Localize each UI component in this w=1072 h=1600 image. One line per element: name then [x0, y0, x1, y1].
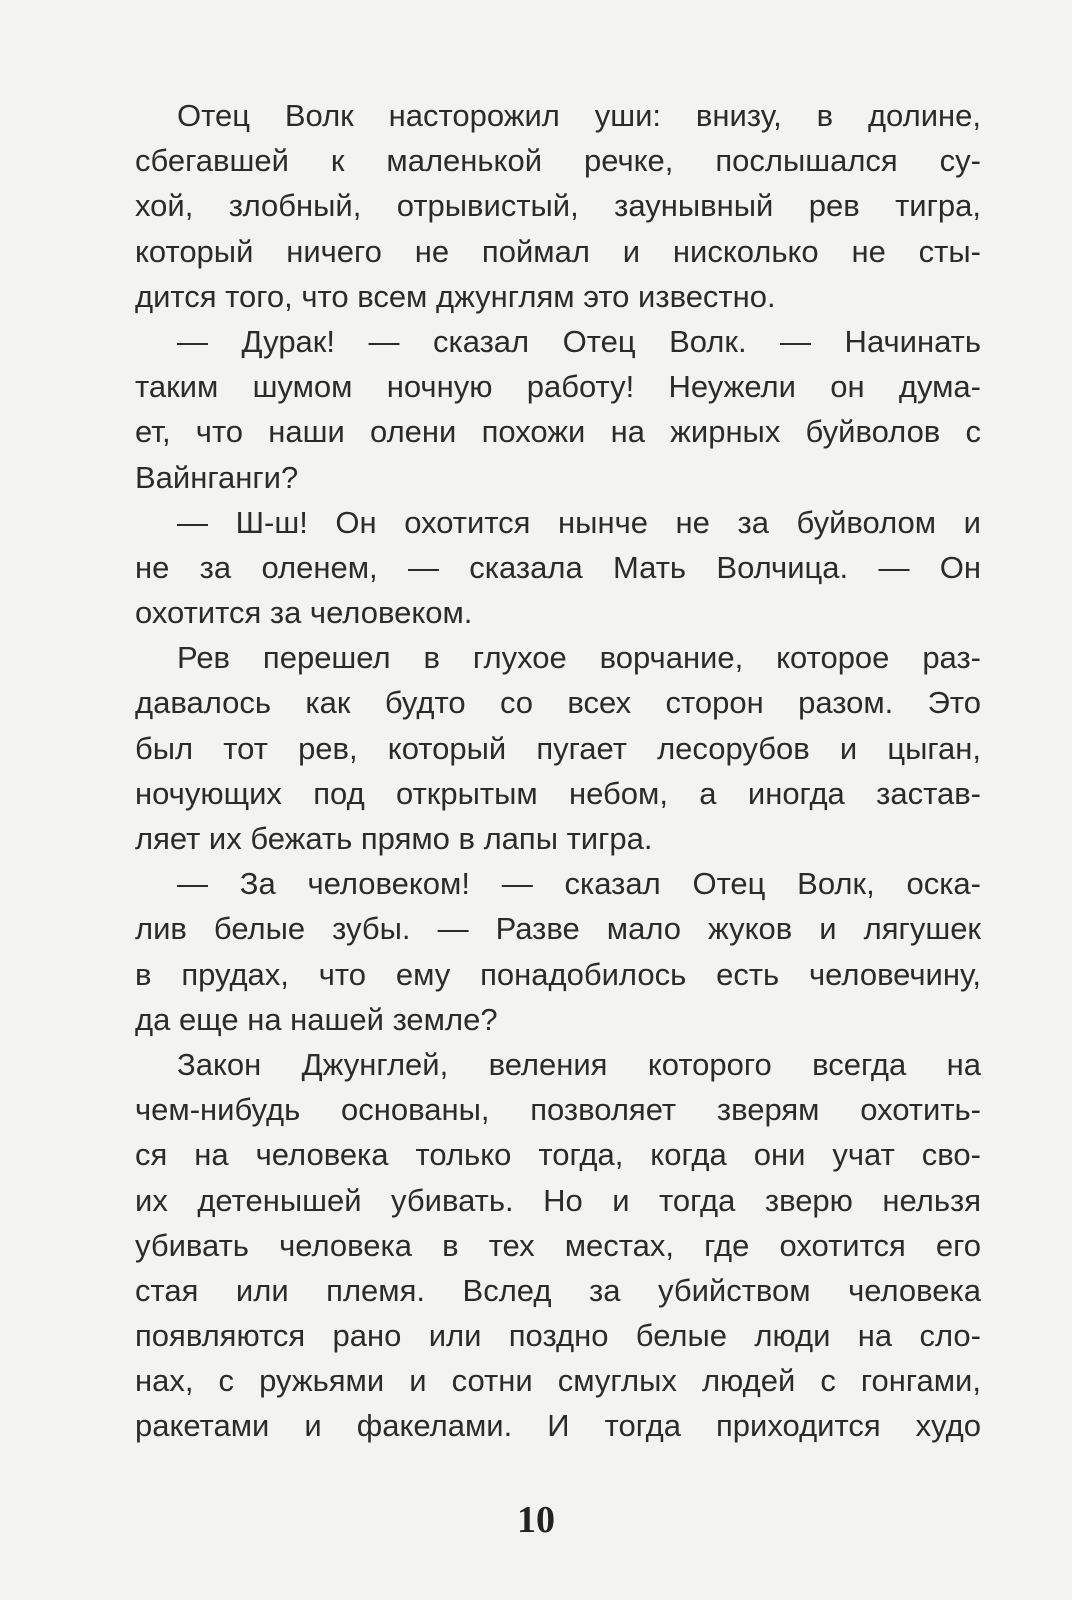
page-number: 10: [517, 1499, 555, 1541]
text-line: таким шумом ночную работу! Неужели он дума-: [135, 369, 981, 405]
text-line: лив белые зубы. — Разве мало жуков и лягушек: [135, 911, 981, 947]
text-line: который ничего не поймал и нисколько не сты-: [135, 233, 981, 269]
text-line: да еще на нашей земле?: [135, 1001, 498, 1037]
text-line: — За человеком! — сказал Отец Волк, оска-: [177, 866, 981, 902]
text-line: нах, с ружьями и сотни смуглых людей с гонгами,: [135, 1363, 981, 1399]
paragraph: [135, 635, 981, 861]
paragraph: [135, 861, 981, 1042]
text-line: ет, что наши олени похожи на жирных буйволов с: [135, 414, 981, 450]
text-line: убивать человека в тех местах, где охотится его: [135, 1227, 981, 1263]
paragraph: [135, 93, 981, 319]
text-line: сбегавшей к маленькой речке, послышался су-: [135, 143, 981, 179]
text-line: в прудах, что ему понадобилось есть человечину,: [135, 956, 981, 992]
text-line: их детенышей убивать. Но и тогда зверю нельзя: [135, 1182, 981, 1218]
paragraph: [135, 1042, 981, 1449]
text-line: давалось как будто со всех сторон разом. Это: [135, 685, 981, 721]
text-line: чем-нибудь основаны, позволяет зверям охотить-: [135, 1092, 981, 1128]
text-line: не за оленем, — сказала Мать Волчица. — Он: [135, 549, 981, 585]
text-line: Рев перешел в глухое ворчание, которое раз-: [177, 640, 981, 676]
text-line: стая или племя. Вслед за убийством человека: [135, 1272, 981, 1308]
text-line: хой, злобный, отрывистый, заунывный рев тигра,: [135, 188, 981, 224]
text-line: ночующих под открытым небом, а иногда застав-: [135, 775, 981, 811]
body-text: [135, 93, 981, 1449]
text-line: ся на человека только тогда, когда они учат сво-: [135, 1137, 981, 1173]
text-line: был тот рев, который пугает лесорубов и цыган,: [135, 730, 981, 766]
text-line: ракетами и факелами. И тогда приходится худо: [135, 1408, 981, 1444]
text-line: дится того, что всем джунглям это известно.: [135, 278, 776, 314]
text-line: Закон Джунглей, веления которого всегда на: [177, 1046, 981, 1082]
text-line: Отец Волк насторожил уши: внизу, в долине,: [177, 98, 981, 133]
paragraph: [135, 319, 981, 500]
paragraph: [135, 500, 981, 636]
text-line: ляет их бежать прямо в лапы тигра.: [135, 821, 653, 856]
text-line: — Ш-ш! Он охотится нынче не за буйволом и: [177, 504, 981, 540]
text-line: Вайнганги?: [135, 459, 299, 495]
text-line: появляются рано или поздно белые люди на сло-: [135, 1318, 981, 1354]
text-line: — Дурак! — сказал Отец Волк. — Начинать: [177, 323, 981, 359]
text-line: охотится за человеком.: [135, 595, 473, 631]
